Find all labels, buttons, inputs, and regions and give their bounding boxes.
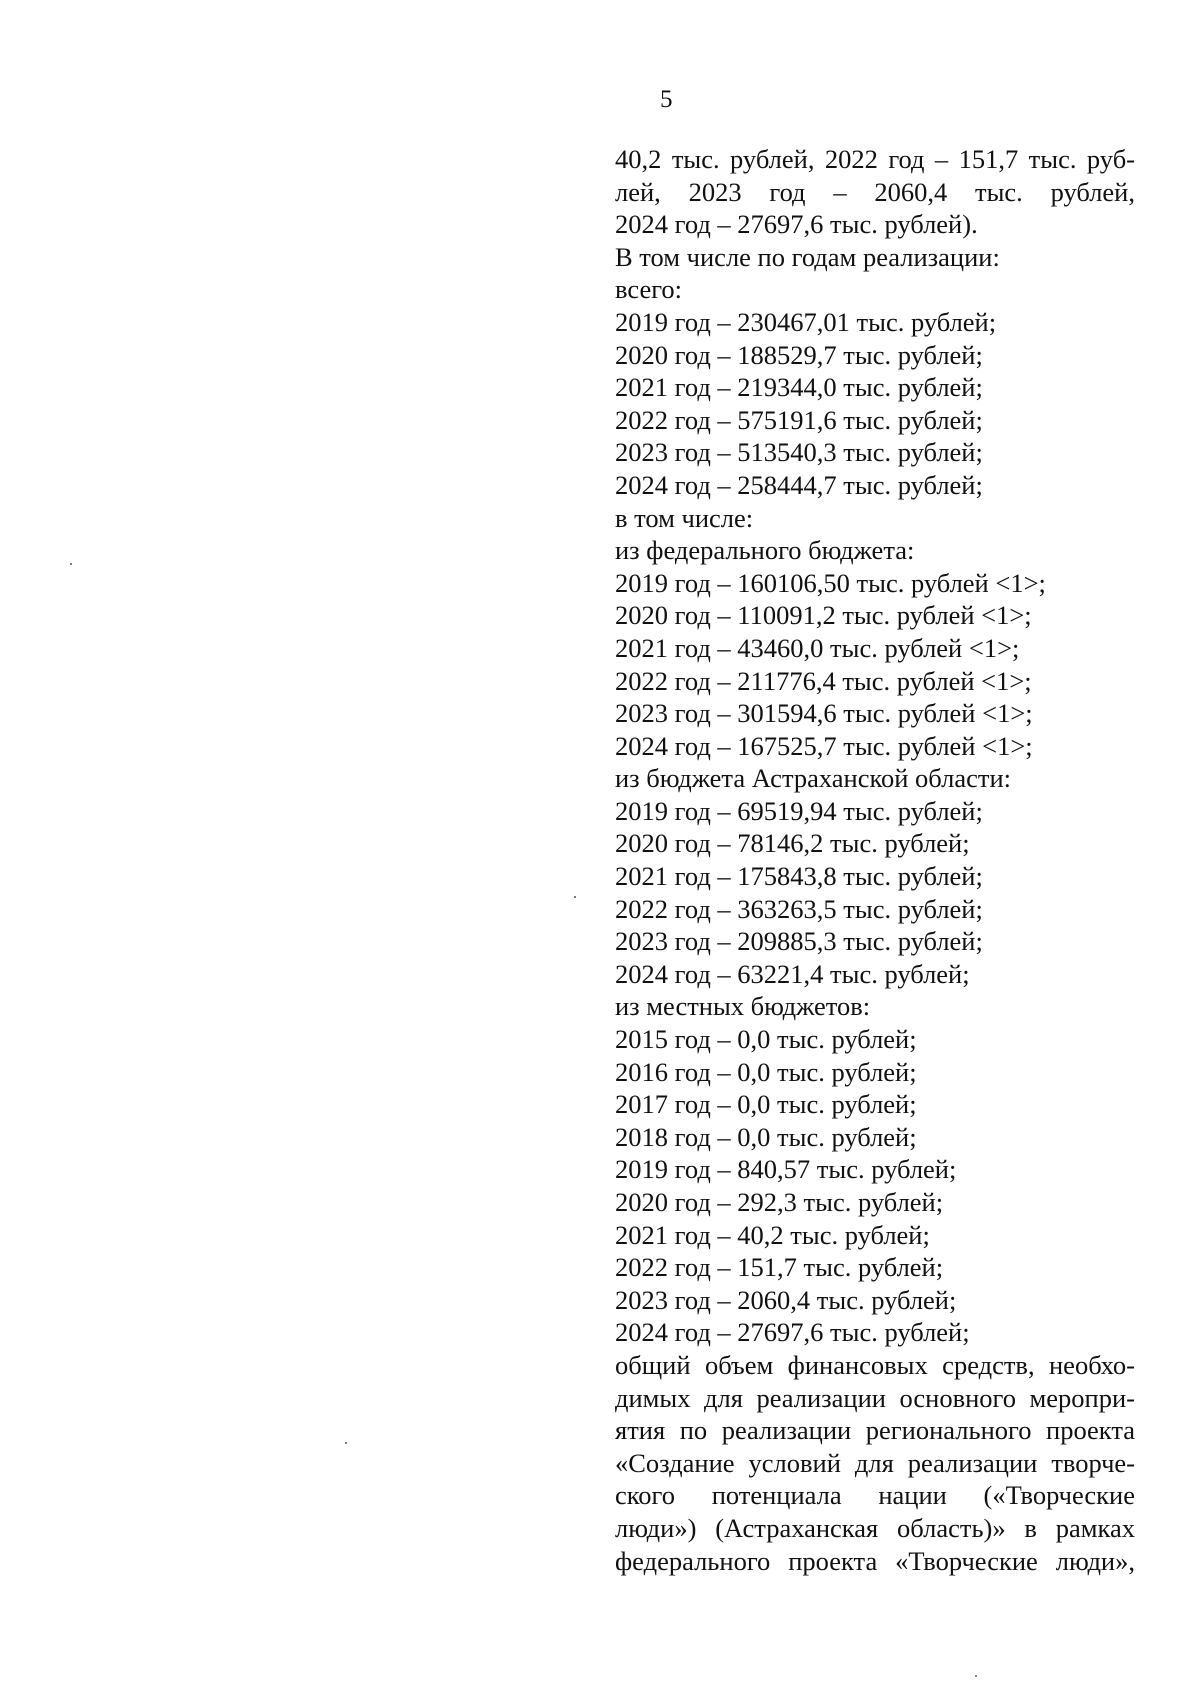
text-line: 2019 год – 160106,50 тыс. рублей <1>;: [615, 567, 1046, 598]
text-line: 2019 год – 230467,01 тыс. рублей;: [615, 306, 997, 337]
text-line: 2022 год – 211776,4 тыс. рублей <1>;: [615, 665, 1032, 696]
text-line: 2021 год – 175843,8 тыс. рублей;: [615, 861, 983, 892]
text-line: 2021 год – 43460,0 тыс. рублей <1>;: [615, 632, 1020, 663]
text-line: 2020 год – 78146,2 тыс. рублей;: [615, 828, 970, 859]
text-line: 2015 год – 0,0 тыс. рублей;: [615, 1024, 917, 1055]
text-line: из федерального бюджета:: [615, 535, 915, 566]
text-line: 2016 год – 0,0 тыс. рублей;: [615, 1056, 917, 1087]
text-line: 2023 год – 301594,6 тыс. рублей <1>;: [615, 698, 1033, 729]
page-number: 5: [660, 86, 673, 113]
text-column: [615, 143, 1135, 1577]
text-line: общий объем финансовых средств, необхо-: [615, 1349, 1135, 1380]
text-line: всего:: [615, 274, 683, 305]
text-line: 2024 год – 63221,4 тыс. рублей;: [615, 958, 970, 989]
text-line: В том числе по годам реализации:: [615, 241, 1000, 272]
text-line: 2022 год – 151,7 тыс. рублей;: [615, 1252, 944, 1283]
text-line: 2024 год – 27697,6 тыс. рублей;: [615, 1317, 970, 1348]
text-line: 2024 год – 258444,7 тыс. рублей;: [615, 469, 983, 500]
text-line: федерального проекта «Творческие люди»,: [615, 1545, 1135, 1576]
text-line: 40,2 тыс. рублей, 2022 год – 151,7 тыс. руб-: [615, 144, 1135, 174]
text-line: лей, 2023 год – 2060,4 тыс. рублей,: [615, 176, 1135, 207]
text-line: люди») (Астраханская область)» в рамках: [615, 1512, 1135, 1543]
text-line: 2024 год – 167525,7 тыс. рублей <1>;: [615, 730, 1033, 761]
text-line: ятия по реализации регионального проекта: [615, 1415, 1135, 1446]
text-line: 2023 год – 2060,4 тыс. рублей;: [615, 1284, 957, 1315]
text-line: 2019 год – 840,57 тыс. рублей;: [615, 1154, 957, 1185]
text-line: 2020 год – 110091,2 тыс. рублей <1>;: [615, 600, 1032, 631]
text-line: 2021 год – 40,2 тыс. рублей;: [615, 1219, 930, 1250]
scan-speck: [975, 1675, 977, 1677]
text-line: 2023 год – 209885,3 тыс. рублей;: [615, 926, 983, 957]
text-line: 2022 год – 363263,5 тыс. рублей;: [615, 893, 983, 924]
text-line: 2024 год – 27697,6 тыс. рублей).: [615, 209, 978, 240]
text-line: 2017 год – 0,0 тыс. рублей;: [615, 1089, 917, 1120]
text-line: «Создание условий для реализации творче-: [615, 1447, 1135, 1478]
text-line: в том числе:: [615, 502, 754, 533]
text-line: 2020 год – 292,3 тыс. рублей;: [615, 1187, 944, 1217]
text-line: ского потенциала нации («Творческие: [615, 1480, 1135, 1511]
text-line: из бюджета Астраханской области:: [615, 763, 1011, 794]
text-line: 2020 год – 188529,7 тыс. рублей;: [615, 339, 983, 370]
text-line: 2018 год – 0,0 тыс. рублей;: [615, 1121, 917, 1152]
text-line: димых для реализации основного меропри-: [615, 1382, 1135, 1413]
scan-speck: [345, 1442, 347, 1444]
text-line: 2022 год – 575191,6 тыс. рублей;: [615, 404, 983, 435]
text-line: 2023 год – 513540,3 тыс. рублей;: [615, 437, 983, 468]
text-line: из местных бюджетов:: [615, 991, 871, 1022]
scan-speck: [574, 896, 576, 898]
scan-speck: [70, 563, 72, 565]
text-line: 2021 год – 219344,0 тыс. рублей;: [615, 372, 983, 403]
text-line: 2019 год – 69519,94 тыс. рублей;: [615, 795, 983, 826]
